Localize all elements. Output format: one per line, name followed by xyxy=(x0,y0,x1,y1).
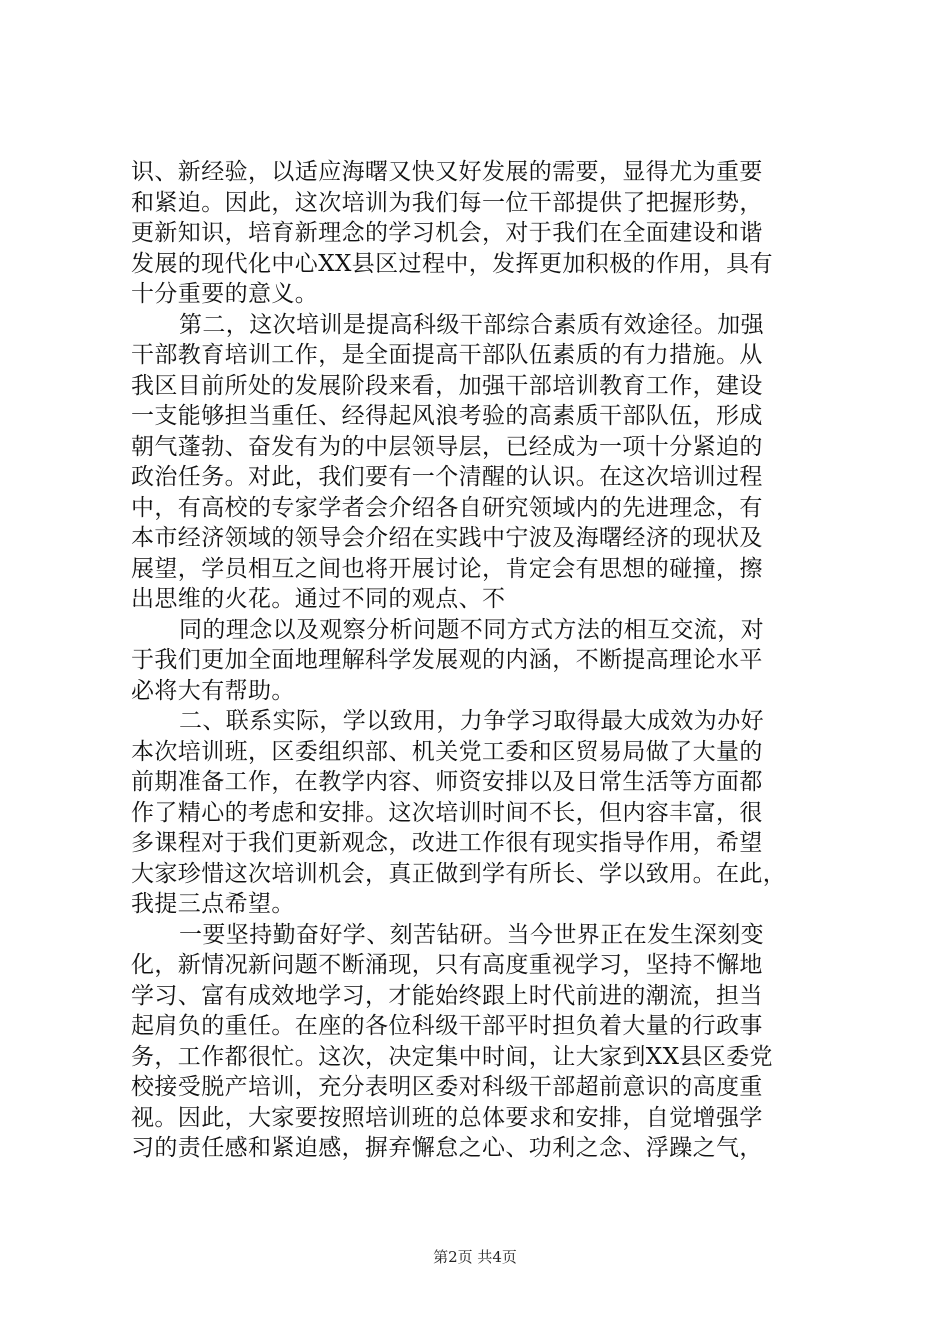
text-line: 大家珍惜这次培训机会，真正做到学有所长、学以致用。在此， xyxy=(131,860,787,887)
body-text xyxy=(131,157,831,1164)
text-line: 本市经济领域的领导会介绍在实践中宁波及海曙经济的现状及 xyxy=(131,525,763,551)
text-line: 前期准备工作，在教学内容、师资安排以及日常生活等方面都 xyxy=(131,769,763,795)
text-line: 作了精心的考虑和安排。这次培训时间不长，但内容丰富，很 xyxy=(131,799,763,826)
text-line: 本次培训班，区委组织部、机关党工委和区贸易局做了大量的 xyxy=(131,738,763,765)
text-line: 更新知识，培育新理念的学习机会，对于我们在全面建设和谐 xyxy=(131,220,763,246)
text-line: 第二，这次培训是提高科级干部综合素质有效途径。加强 xyxy=(179,311,764,338)
text-line: 视。因此，大家要按照培训班的总体要求和安排，自觉增强学 xyxy=(131,1104,763,1131)
text-line: 政治任务。对此，我们要有一个清醒的认识。在这次培训过程 xyxy=(131,464,763,490)
text-line: 一支能够担当重任、经得起风浪考验的高素质干部队伍，形成 xyxy=(131,403,763,429)
text-line: 和紧迫。因此，这次培训为我们每一位干部提供了把握形势， xyxy=(131,189,763,216)
text-line: 必将大有帮助。 xyxy=(131,677,295,704)
text-line: 我提三点希望。 xyxy=(131,891,295,917)
text-line: 识、新经验，以适应海曙又快又好发展的需要，显得尤为重要 xyxy=(131,159,763,185)
text-line: 中，有高校的专家学者会介绍各自研究领域内的先进理念，有 xyxy=(131,494,763,521)
text-line: 展望，学员相互之间也将开展讨论，肯定会有思想的碰撞，擦 xyxy=(131,555,763,582)
text-line: 校接受脱产培训，充分表明区委对科级干部超前意识的高度重 xyxy=(131,1074,763,1100)
text-line: 化，新情况新问题不断涌现，只有高度重视学习，坚持不懈地 xyxy=(131,952,763,978)
text-line: 于我们更加全面地理解科学发展观的内涵，不断提高理论水平 xyxy=(131,647,763,673)
text-line: 学习、富有成效地学习，才能始终跟上时代前进的潮流，担当 xyxy=(131,982,763,1009)
text-line: 发展的现代化中心XX县区过程中，发挥更加积极的作用，具有 xyxy=(131,250,773,277)
text-line: 多课程对于我们更新观念，改进工作很有现实指导作用，希望 xyxy=(131,830,763,856)
text-line: 十分重要的意义。 xyxy=(131,281,319,307)
text-line: 务，工作都很忙。这次，决定集中时间，让大家到XX县区委党 xyxy=(131,1043,773,1070)
text-line: 干部教育培训工作，是全面提高干部队伍素质的有力措施。从 xyxy=(131,342,763,368)
text-line: 起肩负的重任。在座的各位科级干部平时担负着大量的行政事 xyxy=(131,1013,763,1039)
page-footer: 第2页 共4页 xyxy=(433,1248,517,1266)
text-line: 我区目前所处的发展阶段来看，加强干部培训教育工作，建设 xyxy=(131,372,763,399)
text-line: 二、联系实际，学以致用，力争学习取得最大成效为办好 xyxy=(179,708,764,734)
text-line: 朝气蓬勃、奋发有为的中层领导层，已经成为一项十分紧迫的 xyxy=(131,433,763,460)
text-line: 同的理念以及观察分析问题不同方式方法的相互交流，对 xyxy=(179,616,764,643)
text-line: 一要坚持勤奋好学、刻苦钻研。当今世界正在发生深刻变 xyxy=(179,921,764,948)
text-line: 习的责任感和紧迫感，摒弃懈怠之心、功利之念、浮躁之气， xyxy=(131,1135,763,1161)
text-line: 出思维的火花。通过不同的观点、不 xyxy=(131,586,506,612)
